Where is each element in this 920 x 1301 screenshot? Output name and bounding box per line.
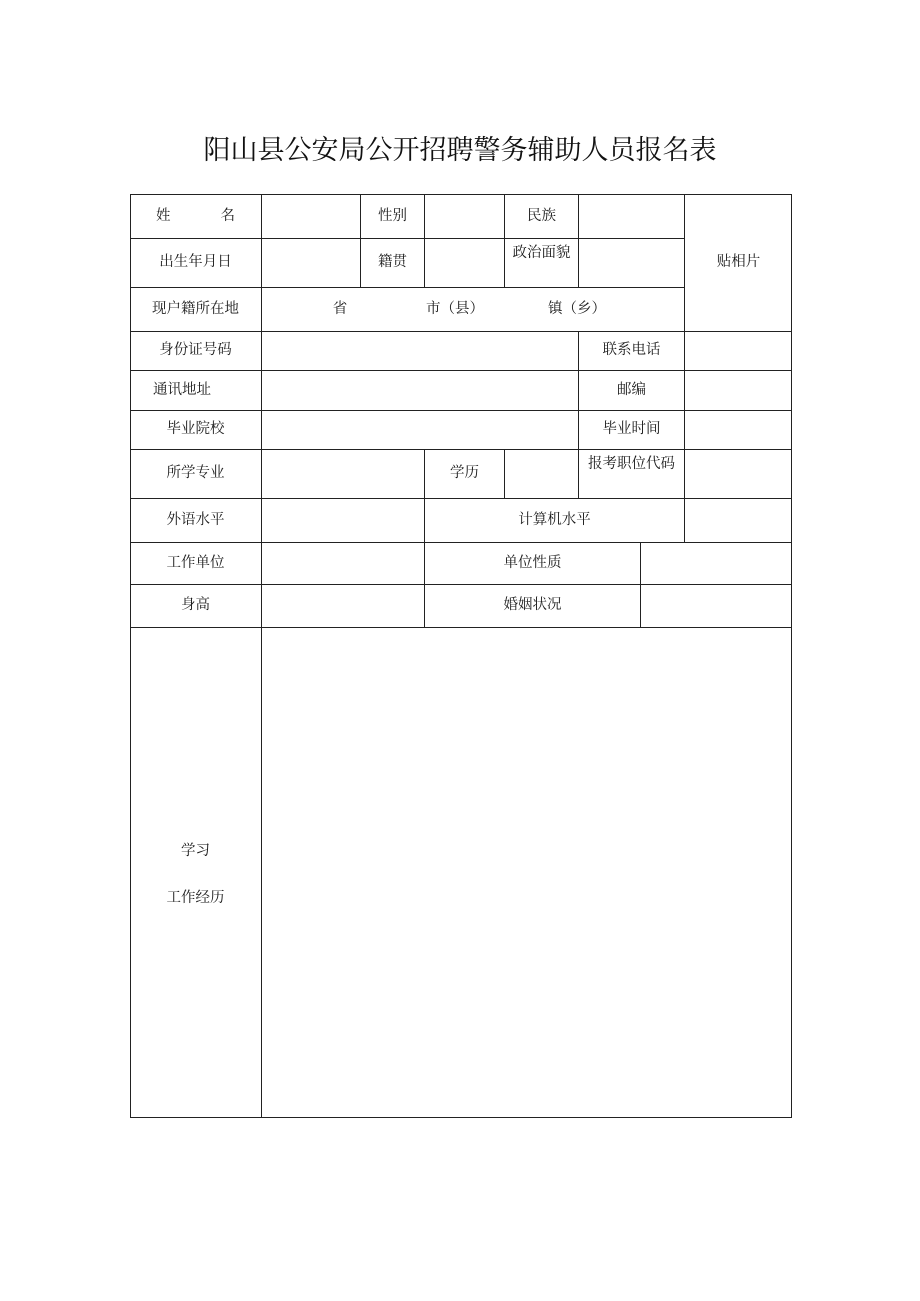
marital-status-field[interactable]	[641, 585, 791, 627]
graduation-time-field[interactable]	[685, 411, 791, 449]
education-field[interactable]	[505, 450, 578, 498]
major-label: 所学专业	[166, 465, 225, 482]
major-field[interactable]	[262, 450, 424, 498]
household-location-label: 现户籍所在地	[152, 300, 239, 317]
marital-status-label: 婚姻状况	[503, 597, 562, 614]
political-status-field[interactable]	[579, 239, 684, 287]
name-label: 姓 名	[156, 207, 235, 224]
native-place-field[interactable]	[425, 239, 504, 287]
address-label: 通讯地址	[153, 381, 211, 398]
birth-date-label: 出生年月日	[159, 254, 232, 271]
phone-label: 联系电话	[602, 342, 661, 359]
phone-field[interactable]	[685, 332, 791, 370]
province-label: 省	[332, 300, 348, 317]
foreign-language-field[interactable]	[262, 499, 424, 542]
page-title: 阳山县公安局公开招聘警务辅助人员报名表	[203, 135, 717, 166]
birth-date-field[interactable]	[262, 239, 360, 287]
school-field[interactable]	[262, 411, 578, 449]
postcode-label: 邮编	[617, 381, 646, 398]
name-field[interactable]	[262, 195, 360, 238]
computer-level-label: 计算机水平	[518, 511, 591, 528]
city-label: 市（县）	[426, 300, 484, 317]
political-status-label: 政治面貌	[512, 245, 571, 261]
gender-field[interactable]	[425, 195, 504, 238]
history-field[interactable]	[262, 628, 791, 1117]
position-code-label: 报考职位代码	[588, 456, 675, 472]
school-label: 毕业院校	[166, 421, 225, 438]
education-label: 学历	[450, 465, 479, 482]
graduation-time-label: 毕业时间	[602, 421, 661, 438]
ethnicity-label: 民族	[527, 207, 556, 224]
photo-box[interactable]: 贴相片	[716, 254, 761, 271]
registration-form	[130, 194, 792, 1118]
gender-label: 性别	[378, 207, 407, 224]
history-label-line1: 学习	[181, 842, 210, 859]
id-number-field[interactable]	[262, 332, 578, 370]
employer-label: 工作单位	[166, 554, 225, 571]
town-label: 镇（乡）	[548, 300, 606, 317]
position-code-field[interactable]	[685, 450, 791, 498]
ethnicity-field[interactable]	[579, 195, 684, 238]
height-field[interactable]	[262, 585, 424, 627]
height-label: 身高	[181, 597, 210, 614]
native-place-label: 籍贯	[378, 254, 407, 271]
history-label-line2: 工作经历	[166, 889, 225, 906]
postcode-field[interactable]	[685, 371, 791, 410]
computer-level-field[interactable]	[685, 499, 791, 542]
address-field[interactable]	[262, 371, 578, 410]
employer-type-field[interactable]	[641, 543, 791, 584]
employer-field[interactable]	[262, 543, 424, 584]
employer-type-label: 单位性质	[503, 554, 562, 571]
foreign-language-label: 外语水平	[166, 511, 225, 528]
id-number-label: 身份证号码	[159, 342, 232, 359]
